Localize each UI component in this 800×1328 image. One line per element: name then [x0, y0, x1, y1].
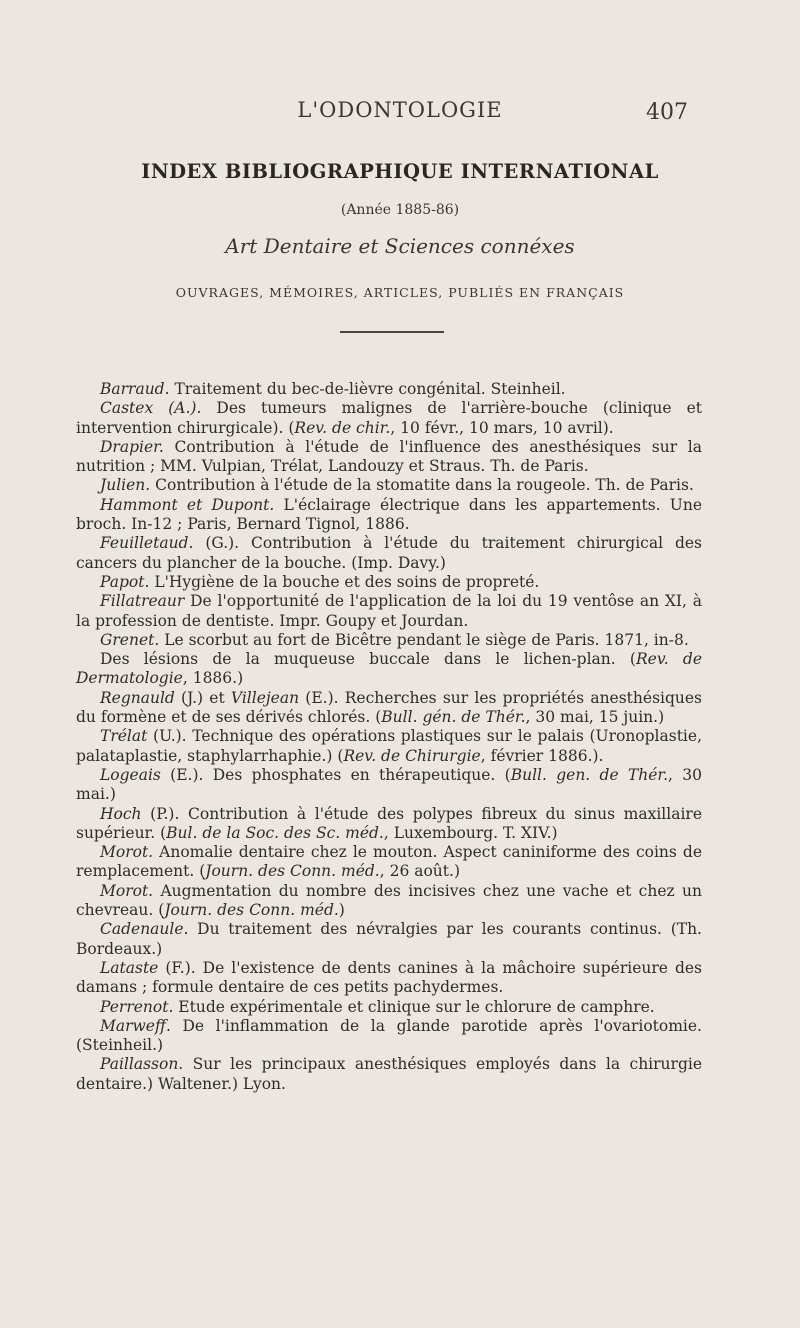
entry-text: (F.). De l'existence de dents canines à la mâchoire supérieure des damans ; formule dentaire de ces petits pachydermes.: [76, 958, 702, 997]
entry-text: , février 1886.).: [480, 746, 604, 765]
year-line: (Année 1885-86): [340, 202, 460, 218]
entry-text: (E.). Des phosphates en thérapeutique. (: [160, 765, 511, 784]
entry-text: Augmentation du nombre des incisives chez une vache et chez un chevreau. (: [76, 881, 702, 920]
entry-text: (P.). Contribution à l'étude des polypes fibreux du sinus maxillaire supérieur. (: [76, 804, 702, 842]
entry-author: Paillasson.: [100, 1055, 184, 1074]
entry-author: Feuilletaud.: [100, 534, 194, 553]
entry-text: , 30 mai, 15 juin.): [525, 708, 665, 727]
entry-source: Rev. de chir.: [294, 418, 391, 437]
entry-source: Bul. de la Soc. des Sc. méd.: [166, 823, 384, 842]
entry-author: Barraud.: [100, 380, 170, 398]
bibliography-entry: [76, 689, 702, 728]
bibliography-entry: [76, 843, 702, 882]
page-title: INDEX BIBLIOGRAPHIQUE INTERNATIONAL: [141, 160, 659, 183]
entry-text: Des lésions de la muqueuse buccale dans le lichen-plan. (: [100, 650, 636, 669]
bibliography-entry: [76, 959, 702, 998]
page-number: 407: [646, 100, 688, 125]
entry-author: Drapier.: [100, 437, 164, 456]
entry-text: Anomalie dentaire chez le mouton. Aspect caniniforme des coins de remplacement. (: [76, 843, 702, 881]
entry-author: Perrenot.: [100, 997, 174, 1016]
bibliography-entry: [76, 380, 702, 399]
entry-author: Logeais: [100, 765, 161, 784]
bibliography-entry: [76, 998, 702, 1017]
entry-text: Etude expérimentale et clinique sur le chlorure de camphre.: [173, 997, 655, 1016]
entry-author: Cadenaule.: [100, 920, 189, 939]
entry-author: Papot.: [100, 572, 150, 591]
entry-text: , Luxembourg. T. XIV.): [383, 823, 558, 842]
entry-text: Traitement du bec-de-lièvre congénital. Steinheil.: [169, 380, 566, 398]
entry-text: De l'opportunité de l'application de la loi du 19 ventôse an XI, à la profession de dentiste. Impr. Goupy et Jourdan.: [76, 592, 702, 630]
entry-author: Morot.: [100, 843, 154, 862]
entry-author: Fillatreaur: [100, 592, 185, 611]
bibliography-entry: [76, 805, 702, 844]
entry-author: Marweff.: [100, 1016, 171, 1035]
entry-text: De l'inflammation de la glande parotide après l'ovariotomie. (Steinheil.): [76, 1016, 702, 1055]
entry-text: (G.). Contribution à l'étude du traitement chirurgical des cancers du plancher de la bouche. (Imp. Davy.): [76, 534, 702, 572]
entry-author: Grenet.: [100, 630, 160, 649]
entry-text: , 26 août.): [379, 862, 460, 881]
entry-text: Contribution à l'étude de l'influence des anesthésiques sur la nutrition ; MM. Vulpian, Trélat, Landouzy et Straus. Th. de Paris.: [76, 437, 702, 476]
entry-source: Bull. gen. de Thér.: [510, 765, 669, 784]
entry-source: Rev. de Chirurgie: [343, 746, 481, 765]
section-heading: OUVRAGES, MÉMOIRES, ARTICLES, PUBLIÉS EN FRANÇAIS: [175, 285, 625, 300]
entry-text: (J.) et: [174, 688, 231, 707]
entry-author: Castex (A.).: [100, 399, 202, 418]
bibliography-entry: [76, 727, 702, 766]
bibliography-entry: [76, 399, 702, 438]
entry-source: Rev. de Dermatologie: [76, 650, 702, 688]
entry-text: Du traitement des névralgies par les courants continus. (Th. Bordeaux.): [76, 920, 702, 958]
bibliography-entry: [76, 1055, 702, 1094]
entry-author: Regnauld: [100, 688, 175, 707]
entry-text: Sur les principaux anesthésiques employés dans la chirurgie dentaire.) Waltener.) Lyon.: [76, 1055, 702, 1093]
entry-author: Lataste: [100, 958, 159, 977]
entry-source: Journ. des Conn. méd.: [164, 901, 339, 920]
bibliography-entry: [76, 766, 702, 805]
entry-source: Journ. des Conn. méd.: [205, 862, 380, 881]
entry-author: Trélat: [100, 727, 148, 746]
subtitle: Art Dentaire et Sciences connéxes: [225, 234, 575, 258]
bibliography-list: [76, 380, 702, 1094]
entry-author: Hammont et Dupont.: [100, 495, 275, 514]
entry-text: Contribution à l'étude de la stomatite dans la rougeole. Th. de Paris.: [150, 476, 694, 495]
entry-author: Hoch: [100, 804, 142, 823]
bibliography-entry: [76, 650, 702, 689]
bibliography-entry: [76, 592, 702, 631]
entry-author: Julien.: [100, 476, 151, 495]
entry-text: (U.). Technique des opérations plastiques sur le palais (Uronoplastie, palataplastie, staphylarrhaphie.) (: [76, 727, 702, 765]
entry-text: , 1886.): [182, 669, 244, 688]
entry-text: (E.). Recherches sur les propriétés anesthésiques du formène et de ses dérivés chlorés. (: [76, 688, 703, 727]
entry-text: ): [338, 901, 345, 920]
entry-text: , 30 mai.): [76, 765, 702, 804]
entry-text: L'Hygiène de la bouche et des soins de propreté.: [149, 572, 540, 591]
bibliography-entry: [76, 631, 702, 650]
bibliography-entry: [76, 920, 702, 959]
entry-text: L'éclairage électrique dans les appartements. Une broch. In-12 ; Paris, Bernard Tignol, 1886.: [76, 495, 702, 534]
entry-author: Morot.: [100, 881, 154, 900]
bibliography-entry: [76, 476, 702, 495]
bibliography-entry: [76, 573, 702, 592]
entry-source: Bull. gén. de Thér.: [381, 708, 526, 727]
bibliography-entry: [76, 534, 702, 573]
divider-rule: [340, 331, 444, 333]
entry-source: Villejean: [230, 688, 300, 707]
bibliography-entry: [76, 438, 702, 477]
bibliography-entry: [76, 1017, 702, 1056]
bibliography-entry: [76, 882, 702, 921]
entry-text: Des tumeurs malignes de l'arrière-bouche (clinique et intervention chirurgicale). (: [76, 399, 702, 437]
entry-text: Le scorbut au fort de Bicêtre pendant le siège de Paris. 1871, in-8.: [159, 630, 689, 649]
running-title: L'ODONTOLOGIE: [297, 98, 503, 122]
bibliography-entry: [76, 496, 702, 535]
entry-text: , 10 févr., 10 mars, 10 avril).: [390, 418, 614, 437]
